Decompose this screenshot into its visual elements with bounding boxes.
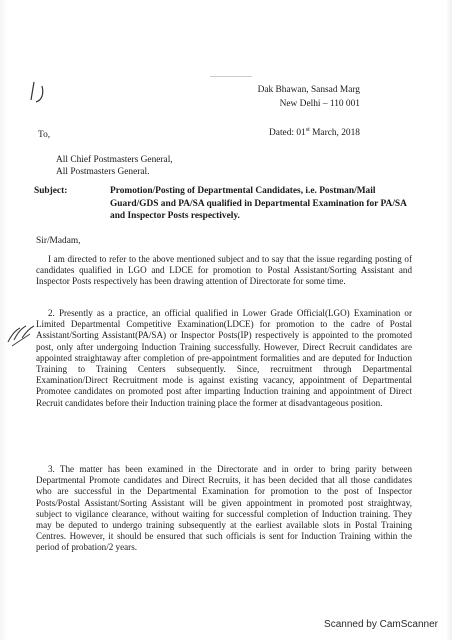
subject-label: Subject: <box>34 186 68 196</box>
scanner-watermark: Scanned by CamScanner <box>324 619 438 630</box>
address-line-2: New Delhi – 110 001 <box>279 99 360 109</box>
handwritten-mark-icon <box>28 78 58 108</box>
recipient-line-1: All Chief Postmasters General, <box>56 155 173 165</box>
address-line-1: Dak Bhawan, Sansad Marg <box>257 85 360 95</box>
cut-off-header-fragment <box>210 76 252 83</box>
to-label: To, <box>38 130 51 140</box>
paragraph-3: 3. The matter has been examined in the Directorate and in order to bring parity between Departmental Promote candidates and Direct Recruits, it has been decided that all those candidates who are successful in the Departmental Examination for promotion to the post of Inspector Posts/Postal Assistant/Sorting Assistant will be given appointment in promoted post straightway, subject to vigilance clearance, without waiting for successful completion of Induction training. They may be deputed to undergo training subsequently at the earliest available slots in Postal Training Centres. However, it should be ensured that such officials is sent for Induction Training within the period of probation/2 years. <box>36 464 412 553</box>
paragraph-2: 2. Presently as a practice, an official qualified in Lower Grade Official(LGO) Examination or Limited Departmental Competitive Examination(LDCE) for promotion to the cadre of Postal Assistant/Sorting Assistant(PA/SA) or Inspector Posts(IP) respectively is appointed to the promoted post, only after undergoing Induction Training successfully. However, Direct Recruit candidates are appointed straightaway after completion of pre-appointment formalities and are deputed for Induction Training to Training Centers subsequently. Since, recruitment through Departmental Examination/Direct Recruitment mode is against existing vacancy, appointment of Departmental Promotee candidates on promoted post after imparting Induction training and appointment of Direct Recruit candidates before their Induction training place the former at disadvantageous position. <box>36 308 412 408</box>
subject-text: Promotion/Posting of Departmental Candidates, i.e. Postman/Mail Guard/GDS and PA/SA qualified in Departmental Examination for PA/SA and Inspector Posts respectively. <box>110 186 407 221</box>
handwritten-margin-note-icon <box>4 320 38 350</box>
recipient-line-2: All Postmasters General. <box>56 167 150 177</box>
paragraph-1: I am directed to refer to the above mentioned subject and to say that the issue regarding posting of candidates qualified in LGO and LDCE for promotion to Postal Assistant/Sorting Assistant and Inspector Posts respectively has been drawing attention of Directorate for some time. <box>36 254 412 287</box>
dated-line: Dated: 01st March, 2018 <box>269 127 360 139</box>
salutation: Sir/Madam, <box>36 236 81 246</box>
